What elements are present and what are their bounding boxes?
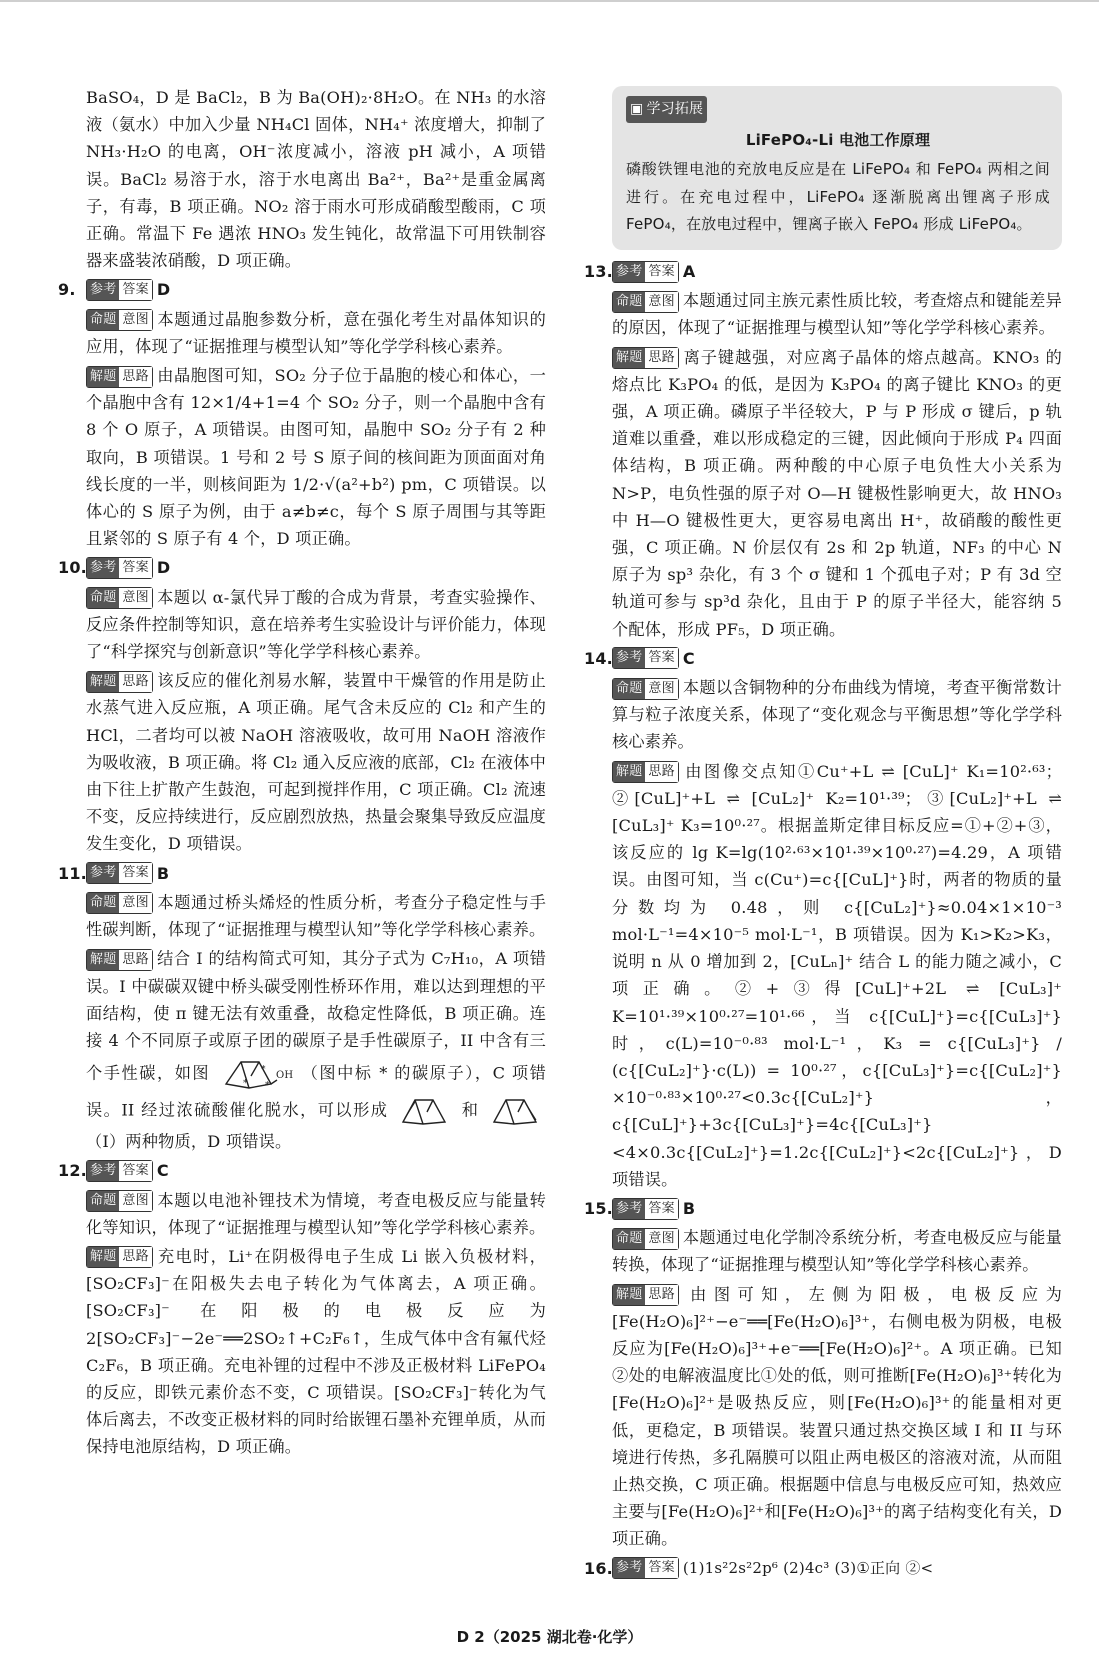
q12-answer: C [156,1161,169,1181]
reference-answer-label: 参考 答案 [612,647,679,669]
q9-answer: D [156,280,171,300]
q14-answer: C [682,648,695,668]
right-column [584,86,1062,1584]
reference-answer-label: 参考 答案 [612,1557,679,1579]
learning-extension-tag: ▣ 学习拓展 [626,96,707,123]
q12-number: 12. [58,1161,87,1181]
solution-label: 解题 思路 [612,1284,679,1306]
bicyclic-alkene-structure-1 [399,1094,451,1128]
reference-answer-label: 参考 答案 [612,1198,679,1220]
q15-solution: 解题 思路 由图可知，左侧为阳极，电极反应为[Fe(H₂O)₆]²⁺−e⁻══[Fe(H₂O)₆]³⁺，右侧电极为阴极，电极反应为[Fe(H₂O)₆]³⁺+e⁻══[Fe(H₂O)₆]²⁺。A 项正确。已知②处的电解液温度比①处的低，则可推断[Fe(H₂O)₆]³⁺转化为[Fe(H₂O)₆]²⁺是吸热反应，则[Fe(H₂O)₆]³⁺的能量相对更低，更稳定，B 项错误。装置只通过热交换区域 I 和 II 与环境进行传热，多孔隔膜可以阻止两电极区的溶液对流，从而阻止热交换，C 项正确。根据题中信息与电极反应可知，热效应主要与[Fe(H₂O)₆]²⁺和[Fe(H₂O)₆]³⁺的离子结构变化有关，D 项正确。 [612,1284,1062,1549]
intent-label: 命题 意图 [612,678,679,700]
solution-label: 解题 思路 [612,761,679,783]
q12-intent: 命题 意图 本题以电池补锂技术为情境，考查电极反应与能量转化等知识，体现了“证据推理与模型认知”等化学学科核心素养。 [86,1190,546,1237]
chiral-carbon-structure [221,1054,294,1094]
q13-solution: 解题 思路 离子键越强，对应离子晶体的熔点越高。KNO₃ 的熔点比 K₃PO₄ 的低，是因为 K₃PO₄ 的离子键比 KNO₃ 的更强，A 项正确。磷原子半径较大，P 与 P 形成 σ 键后，p 轨道难以重叠，难以形成稳定的三键，因此倾向于形成 P₄ 四面体结构，B 项正确。两种酸的中心原子电负性大小关系为 N>P，电负性强的原子对 O—H 键极性影响更大，故 HNO₃ 中 H—O 键极性更大，更容易电离出 H⁺，故硝酸的酸性更强，C 项正确。N 价层仅有 2s 和 2p 轨道，NF₃ 的中心 N 原子为 sp³ 杂化，有 3 个 σ 键和 1 个孤电子对；P 有 3d 空轨道可参与 sp³d 杂化，且由于 P 的原子半径大，能容纳 5 个配体，形成 PF₅，D 项正确。 [612,347,1062,639]
page-footer: D 2（2025 湖北卷·化学） [456,1628,643,1646]
q10-header [58,554,546,581]
q16-header [584,1555,1062,1582]
top-rule [0,0,1099,2]
q9-solution: 解题 思路 由晶胞图可知，SO₂ 分子位于晶胞的棱心和体心，一个晶胞中含有 12×1/4+1=4 个 SO₂ 分子，则一个晶胞中含有 8 个 O 原子，A 项错误。由图可知，晶胞中 SO₂ 分子有 2 种取向，B 项错误。1 号和 2 号 S 原子间的核间距为顶面面对角线长度的一半，则核间距为 1/2·√(a²+b²) pm，C 项错误。以体心的 S 原子为例，由于 a≠b≠c，每个 S 原子周围与其等距且紧邻的 S 原子有 4 个，D 项正确。 [86,366,546,549]
solution-label: 解题 思路 [86,366,153,388]
q15-header [584,1195,1062,1222]
q16-number: 16. [584,1558,613,1578]
q13-header [584,258,1062,285]
q9-header [58,276,546,303]
solution-label: 解题 思路 [86,949,153,971]
q10-answer: D [156,558,171,578]
q15-number: 15. [584,1198,613,1218]
solution-label: 解题 思路 [86,671,153,693]
q9-intent: 命题 意图 本题通过晶胞参数分析，意在强化考生对晶体知识的应用，体现了“证据推理与模型认知”等化学学科核心素养。 [86,309,546,356]
intent-label: 命题 意图 [612,1228,679,1250]
q9-number: 9. [58,280,76,300]
q15-answer: B [682,1198,696,1218]
learning-extension-title: LiFePO₄-Li 电池工作原理 [745,131,931,150]
q10-solution: 解题 思路 该反应的催化剂易水解，装置中干燥管的作用是防止水蒸气进入反应瓶，A 项正确。尾气含未反应的 Cl₂ 和产生的 HCl，二者均可以被 NaOH 溶液吸收，故可用 NaOH 溶液作为吸收液，B 项正确。将 Cl₂ 通入反应液的底部，Cl₂ 在液体中由下往上扩散产生鼓泡，可起到搅拌作用，C 项正确。Cl₂ 流速不变，反应持续进行，反应剧烈放热，热量会聚集导致反应温度发生变化，D 项错误。 [86,671,546,854]
intent-label: 命题 意图 [86,892,153,914]
svg-text:*: * [242,1079,248,1090]
q15-intent: 命题 意图 本题通过电化学制冷系统分析，考查电极反应与能量转换，体现了“证据推理与模型认知”等化学学科核心素养。 [612,1228,1062,1275]
solution-label: 解题 思路 [86,1246,153,1268]
q12-header [58,1157,546,1184]
intent-label: 命题 意图 [86,1190,153,1212]
q13-number: 13. [584,262,613,282]
q10-intent: 命题 意图 本题以 α-氯代异丁酸的合成为背景，考查实验操作、反应条件控制等知识，意在培养考生实验设计与评价能力，体现了“科学探究与创新意识”等化学学科核心素养。 [86,587,546,662]
q11-number: 11. [58,863,87,883]
reference-answer-label: 参考 答案 [86,279,153,301]
intent-label: 命题 意图 [612,291,679,313]
q14-number: 14. [584,648,613,668]
q14-intent: 命题 意图 本题以含铜物种的分布曲线为情境，考查平衡常数计算与粒子浓度关系，体现了“变化观念与平衡思想”等化学学科核心素养。 [612,678,1062,752]
svg-text:*: * [264,1081,270,1092]
left-column [58,84,546,1463]
q14-solution: 解题 思路 由图像交点知①Cu⁺+L ⇌ [CuL]⁺ K₁=10²·⁶³；②[CuL]⁺+L ⇌ [CuL₂]⁺ K₂=10¹·³⁹；③[CuL₂]⁺+L ⇌ [CuL₃]⁺ K₃=10⁰·²⁷。根据盖斯定律目标反应=①+②+③，该反应的 lg K=lg(10²·⁶³×10¹·³⁹×10⁰·²⁷)=4.29，A 项错误。由图可知，当 c(Cu⁺)=c{[CuL]⁺}时，两者的物质的量分数均为 0.48，则 c{[CuL₂]⁺}≈0.04×1×10⁻³ mol·L⁻¹=4×10⁻⁵ mol·L⁻¹，B 项错误。因为 K₁>K₂>K₃，说明 n 从 0 增加到 2，[CuLₙ]⁺ 结合 L 的能力随之减小，C 项正确。②+③得[CuL]⁺+2L ⇌ [CuL₃]⁺ K=10¹·³⁹×10⁰·²⁷=10¹·⁶⁶，当 c{[CuL]⁺}=c{[CuL₃]⁺}时，c(L)=10⁻⁰·⁸³ mol·L⁻¹，K₃ = c{[CuL₃]⁺} / (c{[CuL₂]⁺}·c(L)) = 10⁰·²⁷，c{[CuL₃]⁺}=c{[CuL₂]⁺}×10⁻⁰·⁸³×10⁰·²⁷<0.3c{[CuL₂]⁺}，c{[CuL]⁺}+3c{[CuL₃]⁺}=4c{[CuL₃]⁺}<4×0.3c{[CuL₂]⁺}=1.2c{[CuL₂]⁺}<2c{[CuL₂]⁺}，D 项错误。 [612,761,1062,1189]
svg-text:*: * [260,1065,266,1076]
q16-answer: (1)1s²2s²2p⁶ (2)4c³ (3)①正向 ②< [682,1558,934,1577]
book-icon: ▣ [630,101,644,117]
q11-intent: 命题 意图 本题通过桥头烯烃的性质分析，考查分子稳定性与手性碳判断，体现了“证据推理与模型认知”等化学学科核心素养。 [86,892,546,940]
bicyclic-alkene-structure-2 [490,1094,542,1128]
reference-answer-label: 参考 答案 [612,261,679,283]
q8-continuation: BaSO₄，D 是 BaCl₂，B 为 Ba(OH)₂·8H₂O。在 NH₃ 的水溶液（氨水）中加入少量 NH₄Cl 固体，NH₄⁺ 浓度增大，抑制了 NH₃·H₂O 的电离，OH⁻浓度减小，溶液 pH 减小，A 项错误。BaCl₂ 易溶于水，溶于水电离出 Ba²⁺，Ba²⁺是重金属离子，有毒，B 项正确。NO₂ 溶于雨水可形成硝酸型酸雨，C 项正确。常温下 Fe 遇浓 HNO₃ 发生钝化，故常温下可用铁制容器来盛装浓硝酸，D 项正确。 [86,88,546,271]
q11-solution: 解题 思路 结合 I 的结构简式可知，其分子式为 C₇H₁₀，A 项错误。I 中碳碳双键中桥头碳受刚性桥环作用，难以达到理想的平面结构，使 π 键无法有效重叠，故稳定性降低，B 项正确。连接 4 个不同原子或原子团的碳原子是手性碳原子，II 中含有三个手性碳，如图 * * * OH （图中标 * 的碳原子），C 项错误。II 经过浓硫酸催化脱水，可以形成 和 （I）两种物质，D 项错误。 [86,949,546,1152]
reference-answer-label: 参考 答案 [86,862,153,884]
q13-answer: A [682,262,696,282]
q10-number: 10. [58,558,87,578]
intent-label: 命题 意图 [86,587,153,609]
svg-text:OH: OH [275,1070,294,1082]
intent-label: 命题 意图 [86,309,153,331]
reference-answer-label: 参考 答案 [86,1160,153,1182]
q11-answer: B [156,863,170,883]
reference-answer-label: 参考 答案 [86,557,153,579]
solution-label: 解题 思路 [612,347,679,369]
q11-header [58,860,546,887]
q13-intent: 命题 意图 本题通过同主族元素性质比较，考查熔点和键能差异的原因，体现了“证据推理与模型认知”等化学学科核心素养。 [612,291,1062,338]
learning-extension-text: 磷酸铁锂电池的充放电反应是在 LiFePO₄ 和 FePO₄ 两相之间进行。在充电过程中，LiFePO₄ 逐渐脱离出锂离子形成 FePO₄，在放电过程中，锂离子嵌入 FePO₄ 形成 LiFePO₄。 [626,160,1050,233]
q14-header [584,645,1062,672]
q12-solution: 解题 思路 充电时，Li⁺在阴极得电子生成 Li 嵌入负极材料，[SO₂CF₃]⁻在阳极失去电子转化为气体离去，A 项正确。[SO₂CF₃]⁻ 在阳极的电极反应为 2[SO₂CF₃]⁻−2e⁻══2SO₂↑+C₂F₆↑，生成气体中含有氟代烃 C₂F₆，B 项正确。充电补锂的过程中不涉及正极材料 LiFePO₄ 的反应，即铁元素价态不变，C 项错误。[SO₂CF₃]⁻转化为气体后离去，不改变正极材料的同时给嵌锂石墨补充锂单质，从而保持电池原结构，D 项正确。 [86,1246,546,1457]
learning-extension-box [612,86,1062,250]
